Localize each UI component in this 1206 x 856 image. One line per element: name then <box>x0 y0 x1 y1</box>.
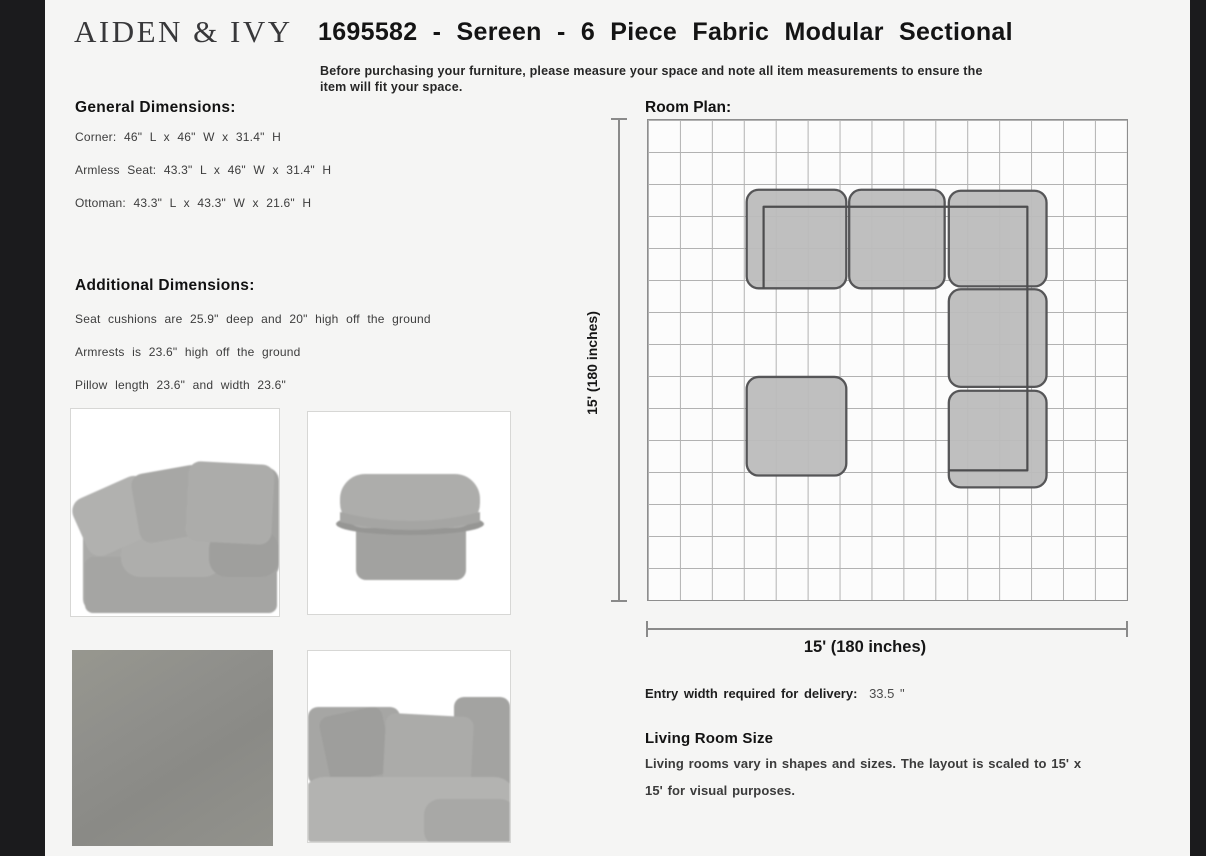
measure-notice-line1: Before purchasing your furniture, please measure your space and note all item measurements to ensure the <box>320 64 983 78</box>
dimension-item-corner: Corner: 46" L x 46" W x 31.4" H <box>75 130 281 144</box>
sectional-module-armless <box>849 190 944 289</box>
measure-notice-line2: item will fit your space. <box>320 79 463 94</box>
horizontal-dimension-line <box>647 628 1128 630</box>
dimension-item-armless: Armless Seat: 43.3" L x 46" W x 31.4" H <box>75 163 332 177</box>
back-cushions-illustration <box>308 651 510 842</box>
ottoman-illustration <box>308 412 510 614</box>
general-dimensions-heading: General Dimensions: <box>75 99 236 116</box>
sectional-module-corner <box>949 391 1047 488</box>
sectional-module-armless <box>949 289 1047 387</box>
living-room-size-heading: Living Room Size <box>645 730 774 747</box>
ottoman-photo <box>307 411 511 615</box>
sectional-module-corner <box>747 190 847 289</box>
vertical-dimension-top-cap <box>611 118 627 120</box>
back-cushions-photo <box>307 650 511 843</box>
sectional-modules-layer <box>648 120 1127 600</box>
room-height-label: 15' (180 inches) <box>584 311 600 415</box>
dimension-item-pillows: Pillow length 23.6" and width 23.6" <box>75 378 286 392</box>
brand-logo: AIDEN & IVY <box>74 14 293 49</box>
sectional-module-ottoman <box>747 377 847 476</box>
dimension-item-ottoman: Ottoman: 43.3" L x 43.3" W x 21.6" H <box>75 196 312 210</box>
product-title: 1695582 - Sereen - 6 Piece Fabric Modular Sectional <box>318 18 1013 46</box>
dimension-item-armrests: Armrests is 23.6" high off the ground <box>75 345 301 359</box>
fabric-swatch-texture <box>72 650 273 846</box>
vertical-dimension-line <box>618 119 620 601</box>
dimension-item-seat-cushions: Seat cushions are 25.9" deep and 20" high off the ground <box>75 312 431 326</box>
horizontal-dimension-right-cap <box>1126 621 1128 637</box>
fabric-swatch-photo <box>72 650 273 846</box>
corner-module-photo <box>70 408 280 617</box>
room-plan-grid <box>647 119 1128 601</box>
measure-notice <box>320 64 1100 95</box>
corner-module-illustration <box>71 409 279 616</box>
left-letterbox-bar <box>0 0 45 856</box>
entry-width-value: 33.5 " <box>869 686 905 701</box>
room-plan-heading: Room Plan: <box>645 99 732 116</box>
living-room-size-line2: 15' for visual purposes. <box>645 783 796 798</box>
entry-width-note <box>645 686 905 701</box>
right-letterbox-bar <box>1190 0 1206 856</box>
vertical-dimension-bottom-cap <box>611 600 627 602</box>
sectional-module-corner <box>949 191 1047 287</box>
additional-dimensions-heading: Additional Dimensions: <box>75 277 255 294</box>
horizontal-dimension-left-cap <box>646 621 648 637</box>
entry-width-label: Entry width required for delivery: <box>645 686 858 701</box>
living-room-size-line1: Living rooms vary in shapes and sizes. The layout is scaled to 15' x <box>645 756 1082 771</box>
room-width-label: 15' (180 inches) <box>803 638 927 656</box>
